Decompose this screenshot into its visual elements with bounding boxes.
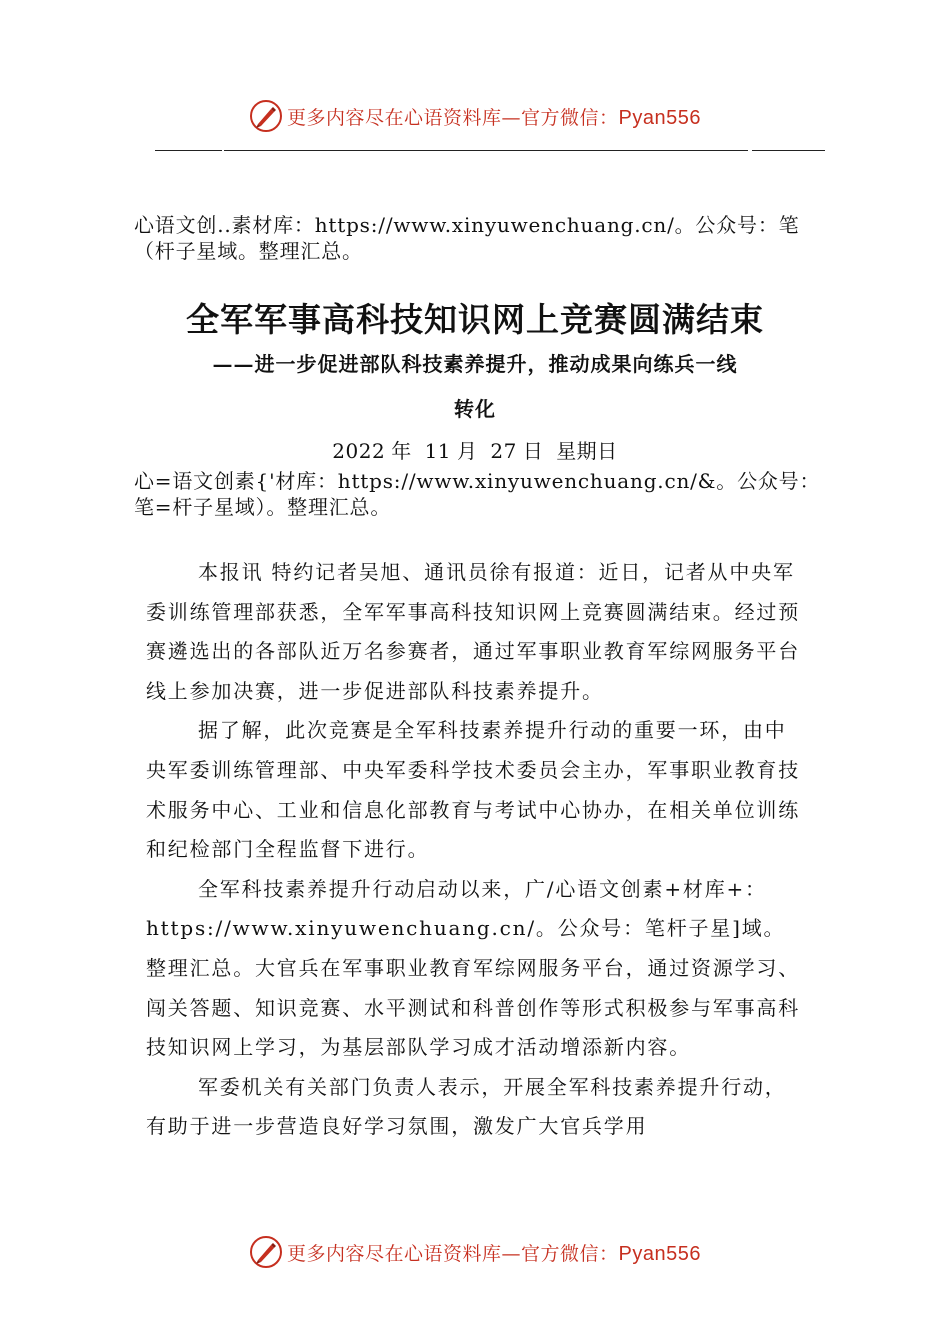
date-year: 2022 bbox=[332, 439, 386, 463]
paragraph: 全军科技素养提升行动启动以来，广/心语文创素+材库+：https://www.xinyuwenchuang.cn/。公众号：笔杆子星]域。整理汇总。大官兵在军事职业教育军综网服务平台，通过资源学习、闯关答题、知识竞赛、水平测试和科普创作等形式积极参与军事高科技知识网上学习，为基层部队学习成才活动增添新内容。 bbox=[146, 876, 800, 1060]
article-subtitle-line2: 转化 bbox=[454, 397, 496, 421]
date-year-unit: 年 bbox=[391, 439, 412, 463]
paragraph: 军委机关有关部门负责人表示，开展全军科技素养提升行动，有助于进一步营造良好学习氛围，激发广大官兵学用 bbox=[146, 1074, 787, 1139]
pen-logo-icon bbox=[249, 99, 283, 133]
source-note-inline: 心=语文创素{'材库：https://www.xinyuwenchuang.cn/&。公众号：笔=杆子星域）。整理汇总。 bbox=[134, 469, 821, 519]
date-day-unit: 日 bbox=[522, 439, 544, 463]
article-subtitle-line1: ——进一步促进部队科技素养提升，推动成果向练兵一线 bbox=[212, 352, 738, 376]
date-weekday: 星期日 bbox=[556, 439, 618, 463]
date-month-unit: 月 bbox=[457, 439, 478, 463]
header-banner bbox=[0, 94, 950, 138]
date-month: 11 bbox=[424, 439, 452, 463]
pen-logo-icon bbox=[249, 1235, 283, 1269]
banner-text: 更多内容尽在心语资料库—官方微信：Pyan556 bbox=[287, 106, 701, 129]
paragraph: 据了解，此次竞赛是全军科技素养提升行动的重要一环，由中央军委训练管理部、中央军委科学技术委员会主办，军事职业教育技术服务中心、工业和信息化部教育与考试中心协办，在相关单位训练和纪检部门全程监督下进行。 bbox=[146, 718, 800, 862]
header-rule-middle bbox=[224, 150, 748, 151]
paragraph: 本报讯 特约记者吴旭、通讯员徐有报道：近日，记者从中央军委训练管理部获悉，全军军事高科技知识网上竞赛圆满结束。经过预赛遴选出的各部队近万名参赛者，通过军事职业教育军综网服务平台线上参加决赛，进一步促进部队科技素养提升。 bbox=[146, 560, 800, 703]
article-title: 全军军事高科技知识网上竞赛圆满结束 bbox=[186, 300, 764, 339]
source-note-top: 心语文创..素材库：https://www.xinyuwenchuang.cn/。公众号：笔（杆子星域。整理汇总。 bbox=[134, 213, 800, 263]
header-rule-left bbox=[155, 150, 222, 151]
article-date bbox=[0, 435, 950, 464]
date-day: 27 bbox=[490, 439, 517, 463]
article-body bbox=[146, 553, 806, 1147]
wechat-id: Pyan556 bbox=[618, 106, 701, 129]
footer-banner bbox=[0, 1230, 950, 1274]
wechat-id: Pyan556 bbox=[618, 1242, 701, 1265]
header-rule-right bbox=[752, 150, 825, 151]
banner-text: 更多内容尽在心语资料库—官方微信：Pyan556 bbox=[287, 1242, 701, 1265]
